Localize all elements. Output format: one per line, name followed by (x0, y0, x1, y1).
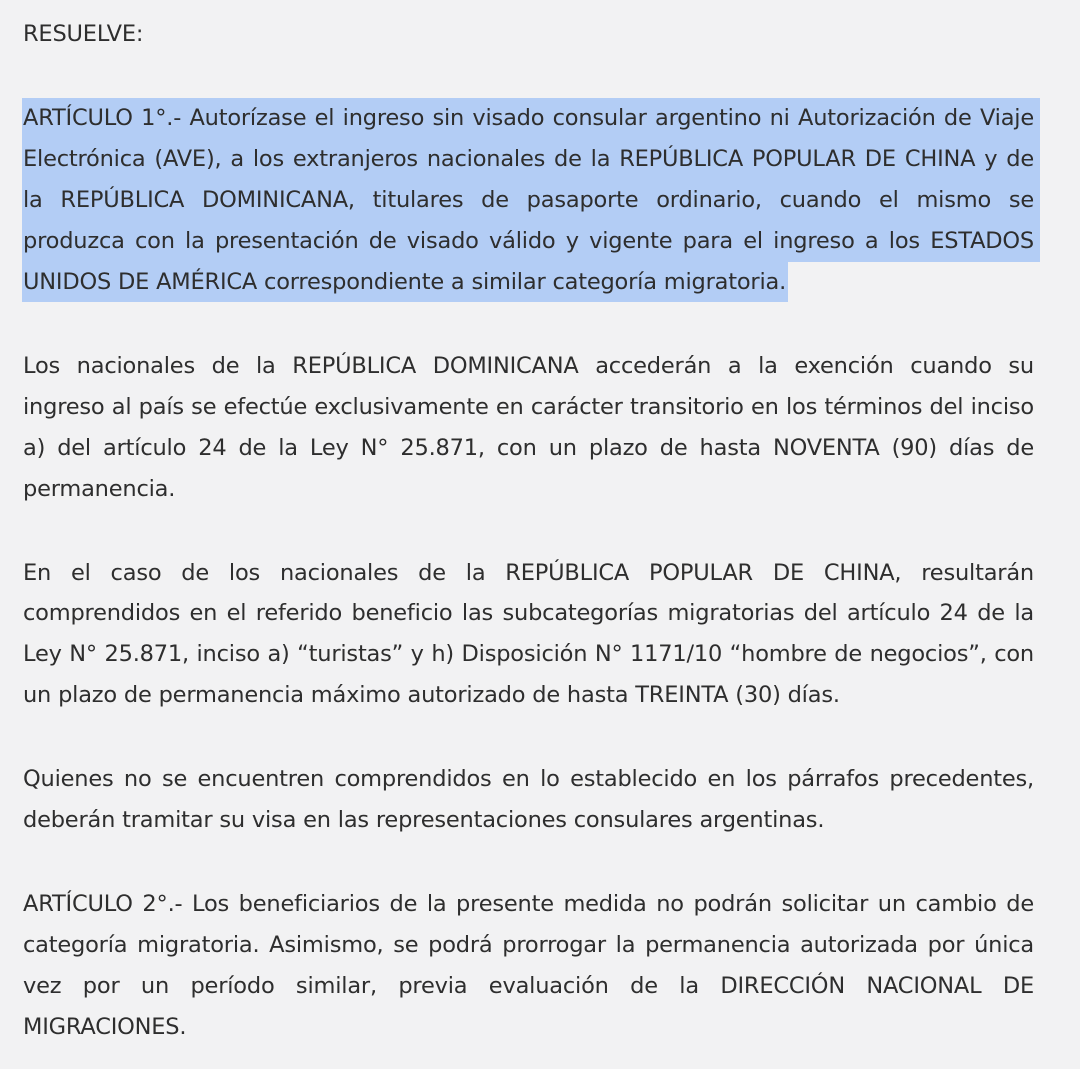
paragraph-line: MIGRACIONES. (23, 1014, 187, 1040)
heading-resuelve: RESUELVE: (23, 21, 144, 47)
paragraph-line: vez por un período similar, previa evaluación de la DIRECCIÓN NACIONAL DE (23, 973, 1034, 999)
paragraph-line: ARTÍCULO 2°.- Los beneficiarios de la presente medida no podrán solicitar un cambio de (23, 891, 1034, 917)
paragraph-line: un plazo de permanencia máximo autorizado de hasta TREINTA (30) días. (23, 682, 840, 708)
paragraph-line: Ley N° 25.871, inciso a) “turistas” y h) Disposición N° 1171/10 “hombre de negocios”, con (23, 641, 1034, 667)
paragraph-line: produzca con la presentación de visado válido y vigente para el ingreso a los ESTADOS (23, 228, 1034, 254)
paragraph-line: la REPÚBLICA DOMINICANA, titulares de pasaporte ordinario, cuando el mismo se (23, 187, 1034, 213)
paragraph-line: Quienes no se encuentren comprendidos en lo establecido en los párrafos precedentes, (23, 766, 1034, 792)
paragraph-line: Electrónica (AVE), a los extranjeros nacionales de la REPÚBLICA POPULAR DE CHINA y de (23, 146, 1034, 172)
paragraph-line: En el caso de los nacionales de la REPÚBLICA POPULAR DE CHINA, resultarán (23, 560, 1034, 586)
paragraph-line: ARTÍCULO 1°.- Autorízase el ingreso sin visado consular argentino ni Autorización de Viaje (23, 105, 1034, 131)
paragraph-line: permanencia. (23, 476, 176, 502)
paragraph-line: Los nacionales de la REPÚBLICA DOMINICANA accederán a la exención cuando su (23, 353, 1034, 379)
paragraph-line: a) del artículo 24 de la Ley N° 25.871, con un plazo de hasta NOVENTA (90) días de (23, 435, 1034, 461)
paragraph-line: UNIDOS DE AMÉRICA correspondiente a similar categoría migratoria. (23, 269, 787, 295)
paragraph-line: comprendidos en el referido beneficio las subcategorías migratorias del artículo 24 de la (23, 600, 1034, 626)
paragraph-line: deberán tramitar su visa en las representaciones consulares argentinas. (23, 807, 825, 833)
paragraph-line: categoría migratoria. Asimismo, se podrá prorrogar la permanencia autorizada por única (23, 932, 1034, 958)
paragraph-line: ingreso al país se efectúe exclusivamente en carácter transitorio en los términos del inciso (23, 394, 1034, 420)
